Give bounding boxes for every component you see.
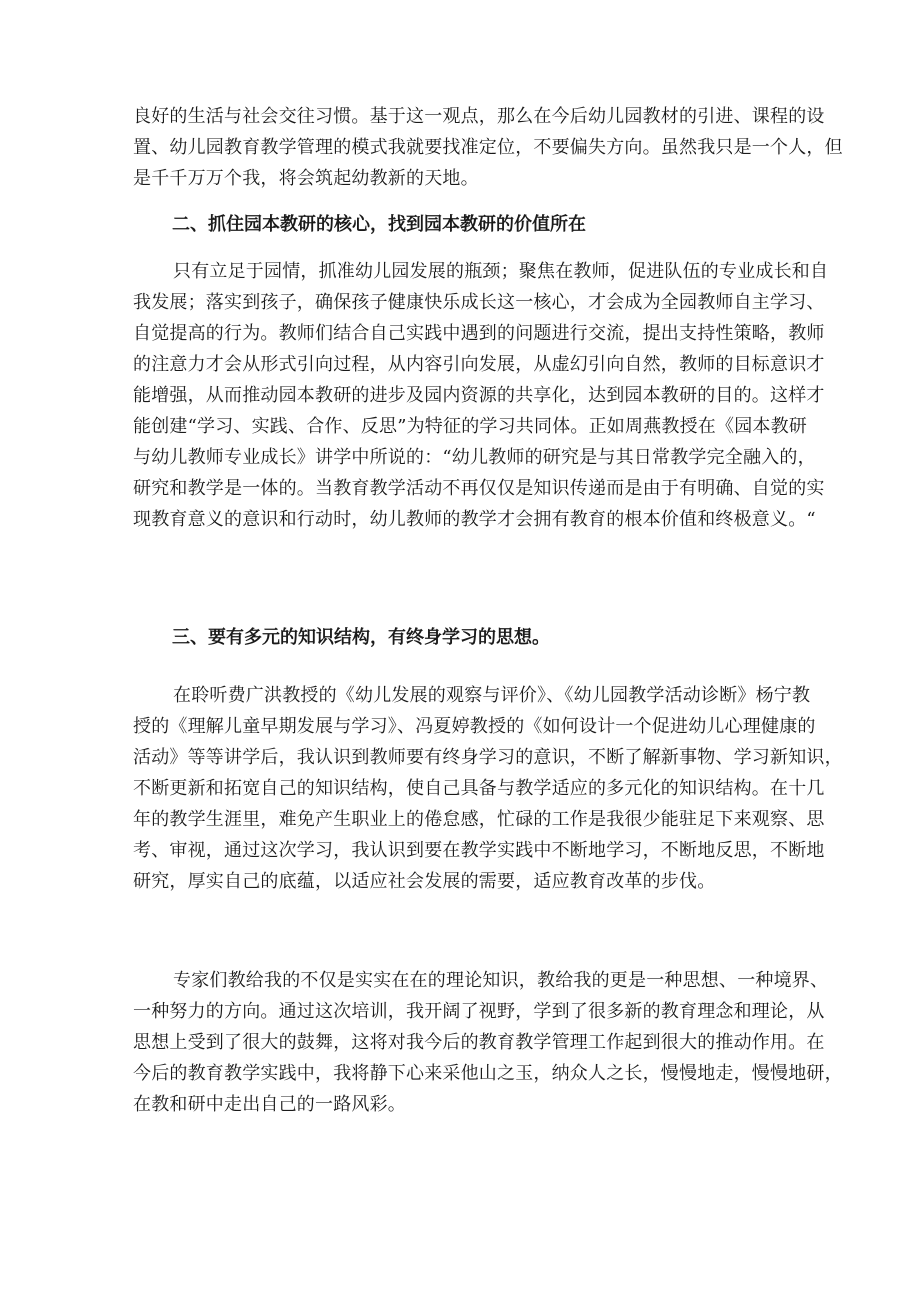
section-3-p1-line-1: 在聆听费广洪教授的《幼儿发展的观察与评价》、《幼儿园教学活动诊断》杨宁教 xyxy=(173,685,811,706)
section-2-heading: 二、抓住园本教研的核心，找到园本教研的价值所在 xyxy=(172,214,586,235)
section-2-line-6: 能创建“学习、实践、合作、反思”为特征的学习共同体。正如周燕教授在《园本教研 xyxy=(133,416,808,437)
section-3-p1-line-6: 考、审视，通过这次学习，我认识到要在教学实践中不断地学习，不断地反思，不断地 xyxy=(133,840,825,861)
section-3-p2-line-4: 今后的教育教学实践中，我将静下心来采他山之玉，纳众人之长，慢慢地走，慢慢地研， xyxy=(133,1063,843,1084)
intro-line-1: 良好的生活与社会交往习惯。基于这一观点，那么在今后幼儿园教材的引进、课程的设 xyxy=(133,106,825,127)
section-2-line-4: 的注意力才会从形式引向过程，从内容引向发展，从虚幻引向自然，教师的目标意识才 xyxy=(133,354,825,375)
section-3-p1-line-2: 授的《理解儿童早期发展与学习》、冯夏婷教授的《如何设计一个促进幼儿心理健康的 xyxy=(133,716,816,737)
intro-line-2: 置、幼儿园教育教学管理的模式我就要找准定位，不要偏失方向。虽然我只是一个人，但 xyxy=(133,137,843,158)
section-2-line-1: 只有立足于园情，抓准幼儿园发展的瓶颈；聚焦在教师，促进队伍的专业成长和自 xyxy=(173,261,829,282)
section-2-line-5: 能增强，从而推动园本教研的进步及园内资源的共享化，达到园本教研的目的。这样才 xyxy=(133,385,825,406)
section-3-p2-line-2: 一种努力的方向。通过这次培训，我开阔了视野，学到了很多新的教育理念和理论，从 xyxy=(133,1001,825,1022)
section-3-paragraph-1 xyxy=(133,680,843,897)
section-2-line-9: 现教育意义的意识和行动时，幼儿教师的教学才会拥有教育的根本价值和终极意义。“ xyxy=(133,509,816,530)
section-2-line-3: 自觉提高的行为。教师们结合自己实践中遇到的问题进行交流，提出支持性策略，教师 xyxy=(133,323,825,344)
section-2-line-7: 与幼儿教师专业成长》讲学中所说的：“幼儿教师的研究是与其日常教学完全融入的， xyxy=(133,447,816,468)
section-2-paragraph xyxy=(133,256,829,535)
intro-paragraph xyxy=(133,101,843,194)
section-3-p1-line-5: 年的教学生涯里，难免产生职业上的倦怠感，忙碌的工作是我很少能驻足下来观察、思 xyxy=(133,809,825,830)
intro-line-3: 是千千万万个我，将会筑起幼教新的天地。 xyxy=(133,168,479,189)
section-3-p1-line-3: 活动》等等讲学后，我认识到教师要有终身学习的意识，不断了解新事物、学习新知识， xyxy=(133,747,843,768)
section-3-p1-line-4: 不断更新和拓宽自己的知识结构，使自己具备与教学适应的多元化的知识结构。在十几 xyxy=(133,778,825,799)
section-3-heading: 三、要有多元的知识结构，有终身学习的思想。 xyxy=(172,627,550,648)
section-2-line-8: 研究和教学是一体的。当教育教学活动不再仅仅是知识传递而是由于有明确、自觉的实 xyxy=(133,478,825,499)
section-3-p1-line-7: 研究，厚实自己的底蕴，以适应社会发展的需要，适应教育改革的步伐。 xyxy=(133,871,716,892)
section-3-p2-line-1: 专家们教给我的不仅是实实在在的理论知识，教给我的更是一种思想、一种境界、 xyxy=(173,970,829,991)
section-3-p2-line-5: 在教和研中走出自己的一路风彩。 xyxy=(133,1094,406,1115)
section-3-paragraph-2 xyxy=(133,965,843,1120)
section-2-line-2: 我发展；落实到孩子，确保孩子健康快乐成长这一核心，才会成为全园教师自主学习、 xyxy=(133,292,825,313)
section-3-p2-line-3: 思想上受到了很大的鼓舞，这将对我今后的教育教学管理工作起到很大的推动作用。在 xyxy=(133,1032,825,1053)
